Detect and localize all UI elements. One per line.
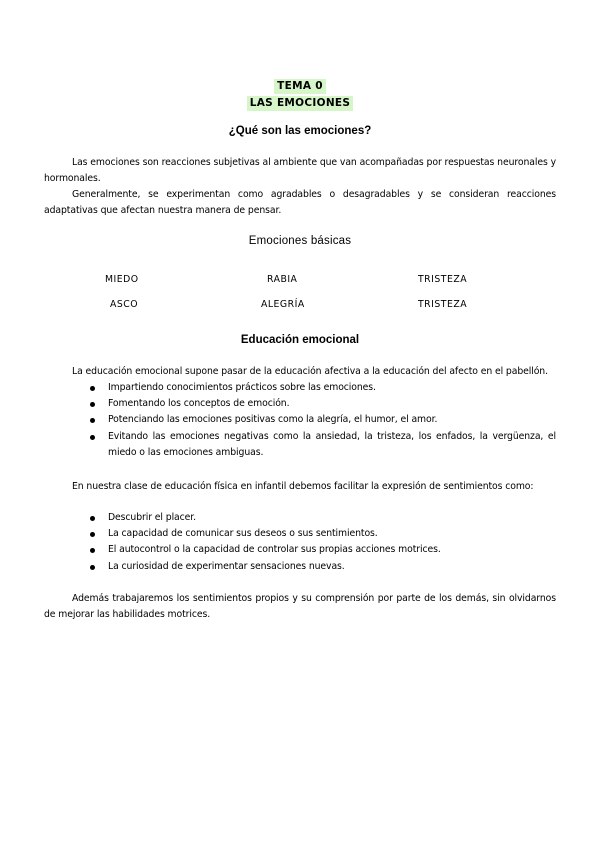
emotion-cell: ASCO xyxy=(110,299,139,310)
bullet-icon xyxy=(90,516,95,521)
emotion-cell: ALEGRÍA xyxy=(261,299,305,310)
document-title: LAS EMOCIONES xyxy=(247,96,354,111)
emotion-cell: RABIA xyxy=(267,274,298,285)
paragraph-closing: Además trabajaremos los sentimientos propios y su comprensión por parte de los demás, sin olvidarnos de mejorar las habilidades motrices. xyxy=(44,593,556,620)
topic-number: TEMA 0 xyxy=(274,79,326,94)
bullet-icon xyxy=(90,565,95,570)
emotion-cell: MIEDO xyxy=(105,274,139,285)
bullet-icon xyxy=(90,532,95,537)
bullet-list-methods xyxy=(88,380,556,461)
list-item: Descubrir el placer. xyxy=(88,510,556,526)
list-item: Potenciando las emociones positivas como la alegría, el humor, el amor. xyxy=(88,412,556,428)
bullet-icon xyxy=(90,548,95,553)
list-item: La capacidad de comunicar sus deseos o sus sentimientos. xyxy=(88,526,556,542)
paragraph-definition: Las emociones son reacciones subjetivas al ambiente que van acompañadas por respuestas neuronales y hormonales. xyxy=(44,157,556,184)
bullet-icon xyxy=(90,418,95,423)
list-item: El autocontrol o la capacidad de controlar sus propias acciones motrices. xyxy=(88,542,556,558)
heading-what-are-emotions: ¿Qué son las emociones? xyxy=(228,125,372,137)
list-item: Impartiendo conocimientos prácticos sobre las emociones. xyxy=(88,380,556,396)
list-item: La curiosidad de experimentar sensaciones nuevas. xyxy=(88,559,556,575)
list-item: Fomentando los conceptos de emoción. xyxy=(88,396,556,412)
bullet-icon xyxy=(90,386,95,391)
paragraph-generally: Generalmente, se experimentan como agradables o desagradables y se consideran reacciones adaptativas que afectan nuestra manera de pensar. xyxy=(44,189,556,216)
emotion-cell: TRISTEZA xyxy=(418,274,468,285)
paragraph-emotional-education-intro: La educación emocional supone pasar de la educación afectiva a la educación del afecto en el pabellón. xyxy=(72,366,548,377)
heading-basic-emotions: Emociones básicas xyxy=(248,235,352,247)
emotion-cell: TRISTEZA xyxy=(418,299,468,310)
paragraph-physical-education: En nuestra clase de educación física en infantil debemos facilitar la expresión de sentimientos como: xyxy=(72,481,534,492)
heading-emotional-education: Educación emocional xyxy=(240,334,360,346)
bullet-list-feelings xyxy=(88,510,556,575)
list-item: Evitando las emociones negativas como la ansiedad, la tristeza, los enfados, la vergüenza, el miedo o las emociones ambiguas. xyxy=(88,429,556,461)
bullet-icon xyxy=(90,402,95,407)
bullet-icon xyxy=(90,435,95,440)
title-block xyxy=(0,74,600,108)
